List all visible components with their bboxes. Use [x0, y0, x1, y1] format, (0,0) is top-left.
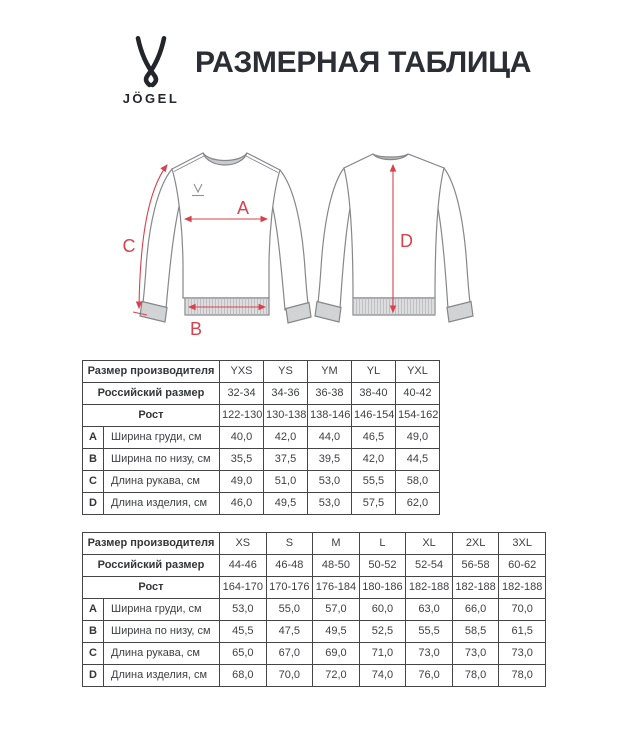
value-cell: 46,5	[351, 427, 395, 449]
value-cell: 39,5	[307, 449, 351, 471]
header-value-cell: YM	[307, 361, 351, 383]
value-cell: 69,0	[313, 643, 360, 665]
value-cell: 57,5	[351, 493, 395, 515]
value-cell: 58,0	[395, 471, 439, 493]
header-value-cell: 32-34	[220, 383, 264, 405]
header-value-cell: L	[359, 533, 406, 555]
header-value-cell: XL	[406, 533, 453, 555]
value-cell: 61,5	[499, 621, 546, 643]
header-value-cell: 170-176	[266, 577, 313, 599]
table-row	[83, 471, 440, 493]
value-cell: 52,5	[359, 621, 406, 643]
header-value-cell: 60-62	[499, 555, 546, 577]
value-cell: 78,0	[499, 665, 546, 687]
header-value-cell: 176-184	[313, 577, 360, 599]
size-table-adult	[82, 532, 546, 687]
value-cell: 49,5	[313, 621, 360, 643]
header-value-cell: 50-52	[359, 555, 406, 577]
header-value-cell: 164-170	[220, 577, 267, 599]
brand-logo	[112, 36, 190, 106]
row-letter-cell: C	[83, 471, 104, 493]
header-value-cell: YXL	[395, 361, 439, 383]
value-cell: 49,5	[264, 493, 308, 515]
header-value-cell: 46-48	[266, 555, 313, 577]
sweatshirt-diagram	[106, 128, 510, 354]
header-value-cell: 34-36	[264, 383, 308, 405]
header-label-cell: Рост	[83, 405, 220, 427]
value-cell: 68,0	[220, 665, 267, 687]
value-cell: 63,0	[406, 599, 453, 621]
header-label-cell: Размер производителя	[83, 533, 220, 555]
value-cell: 55,5	[406, 621, 453, 643]
header-value-cell: 48-50	[313, 555, 360, 577]
front-view	[140, 153, 311, 323]
value-cell: 72,0	[313, 665, 360, 687]
header-label-cell: Рост	[83, 577, 220, 599]
value-cell: 53,0	[307, 471, 351, 493]
brand-name: JÖGEL	[122, 91, 180, 106]
value-cell: 58,5	[452, 621, 499, 643]
value-cell: 73,0	[406, 643, 453, 665]
header-value-cell: 154-162	[395, 405, 439, 427]
value-cell: 53,0	[220, 599, 267, 621]
row-letter-cell: D	[83, 493, 104, 515]
value-cell: 67,0	[266, 643, 313, 665]
header-value-cell: M	[313, 533, 360, 555]
header-label-cell: Российский размер	[83, 555, 220, 577]
value-cell: 70,0	[266, 665, 313, 687]
value-cell: 66,0	[452, 599, 499, 621]
header-value-cell: YXS	[220, 361, 264, 383]
table-row	[83, 449, 440, 471]
value-cell: 35,5	[220, 449, 264, 471]
value-cell: 57,0	[313, 599, 360, 621]
value-cell: 45,5	[220, 621, 267, 643]
value-cell: 62,0	[395, 493, 439, 515]
header-value-cell: 182-188	[499, 577, 546, 599]
dimension-label-d: D	[400, 231, 413, 251]
page-title: РАЗМЕРНАЯ ТАБЛИЦА	[195, 46, 532, 79]
header-value-cell: YL	[351, 361, 395, 383]
row-letter-cell: C	[83, 643, 104, 665]
header-value-cell: S	[266, 533, 313, 555]
header-value-cell: 182-188	[406, 577, 453, 599]
row-label-cell: Длина изделия, см	[104, 665, 220, 687]
value-cell: 76,0	[406, 665, 453, 687]
header-label-cell: Российский размер	[83, 383, 220, 405]
back-view	[315, 154, 473, 322]
value-cell: 74,0	[359, 665, 406, 687]
back-body	[344, 154, 444, 298]
header-value-cell: 180-186	[359, 577, 406, 599]
value-cell: 37,5	[264, 449, 308, 471]
table-header-row	[83, 383, 440, 405]
row-label-cell: Ширина по низу, см	[104, 449, 220, 471]
value-cell: 71,0	[359, 643, 406, 665]
header-value-cell: 52-54	[406, 555, 453, 577]
table-row	[83, 643, 546, 665]
table-row	[83, 599, 546, 621]
header-value-cell: 44-46	[220, 555, 267, 577]
value-cell: 55,0	[266, 599, 313, 621]
table-row	[83, 665, 546, 687]
value-cell: 42,0	[264, 427, 308, 449]
value-cell: 70,0	[499, 599, 546, 621]
row-letter-cell: A	[83, 427, 104, 449]
value-cell: 51,0	[264, 471, 308, 493]
value-cell: 73,0	[452, 643, 499, 665]
size-table	[82, 532, 546, 687]
value-cell: 44,5	[395, 449, 439, 471]
table-header-row	[83, 555, 546, 577]
row-label-cell: Ширина по низу, см	[104, 621, 220, 643]
row-letter-cell: B	[83, 449, 104, 471]
row-label-cell: Длина рукава, см	[104, 471, 220, 493]
front-body	[172, 153, 280, 298]
row-label-cell: Длина рукава, см	[104, 643, 220, 665]
value-cell: 42,0	[351, 449, 395, 471]
size-table	[82, 360, 440, 515]
value-cell: 40,0	[220, 427, 264, 449]
table-header-row	[83, 361, 440, 383]
header-value-cell: 146-154	[351, 405, 395, 427]
row-letter-cell: D	[83, 665, 104, 687]
dimension-label-b: B	[189, 319, 203, 339]
header-value-cell: XS	[220, 533, 267, 555]
header-value-cell: 138-146	[307, 405, 351, 427]
row-label-cell: Ширина груди, см	[104, 599, 220, 621]
row-letter-cell: B	[83, 621, 104, 643]
value-cell: 49,0	[220, 471, 264, 493]
row-label-cell: Длина изделия, см	[104, 493, 220, 515]
header-value-cell: 122-130	[220, 405, 264, 427]
value-cell: 49,0	[395, 427, 439, 449]
dimension-label-c: C	[122, 236, 136, 256]
header-value-cell: 182-188	[452, 577, 499, 599]
jogel-logo-icon	[128, 36, 174, 88]
row-letter-cell: A	[83, 599, 104, 621]
value-cell: 60,0	[359, 599, 406, 621]
table-row	[83, 427, 440, 449]
value-cell: 46,0	[220, 493, 264, 515]
header-value-cell: YS	[264, 361, 308, 383]
header-value-cell: 40-42	[395, 383, 439, 405]
value-cell: 55,5	[351, 471, 395, 493]
value-cell: 73,0	[499, 643, 546, 665]
dimension-label-a: A	[236, 198, 250, 218]
value-cell: 78,0	[452, 665, 499, 687]
value-cell: 53,0	[307, 493, 351, 515]
row-label-cell: Ширина груди, см	[104, 427, 220, 449]
header-label-cell: Размер производителя	[83, 361, 220, 383]
value-cell: 47,5	[266, 621, 313, 643]
header-value-cell: 130-138	[264, 405, 308, 427]
table-header-row	[83, 577, 546, 599]
table-row	[83, 621, 546, 643]
header-value-cell: 56-58	[452, 555, 499, 577]
value-cell: 44,0	[307, 427, 351, 449]
table-row	[83, 493, 440, 515]
size-table-youth	[82, 360, 440, 515]
header-value-cell: 2XL	[452, 533, 499, 555]
table-header-row	[83, 533, 546, 555]
header-value-cell: 36-38	[307, 383, 351, 405]
value-cell: 65,0	[220, 643, 267, 665]
header-value-cell: 3XL	[499, 533, 546, 555]
header-value-cell: 38-40	[351, 383, 395, 405]
table-header-row	[83, 405, 440, 427]
